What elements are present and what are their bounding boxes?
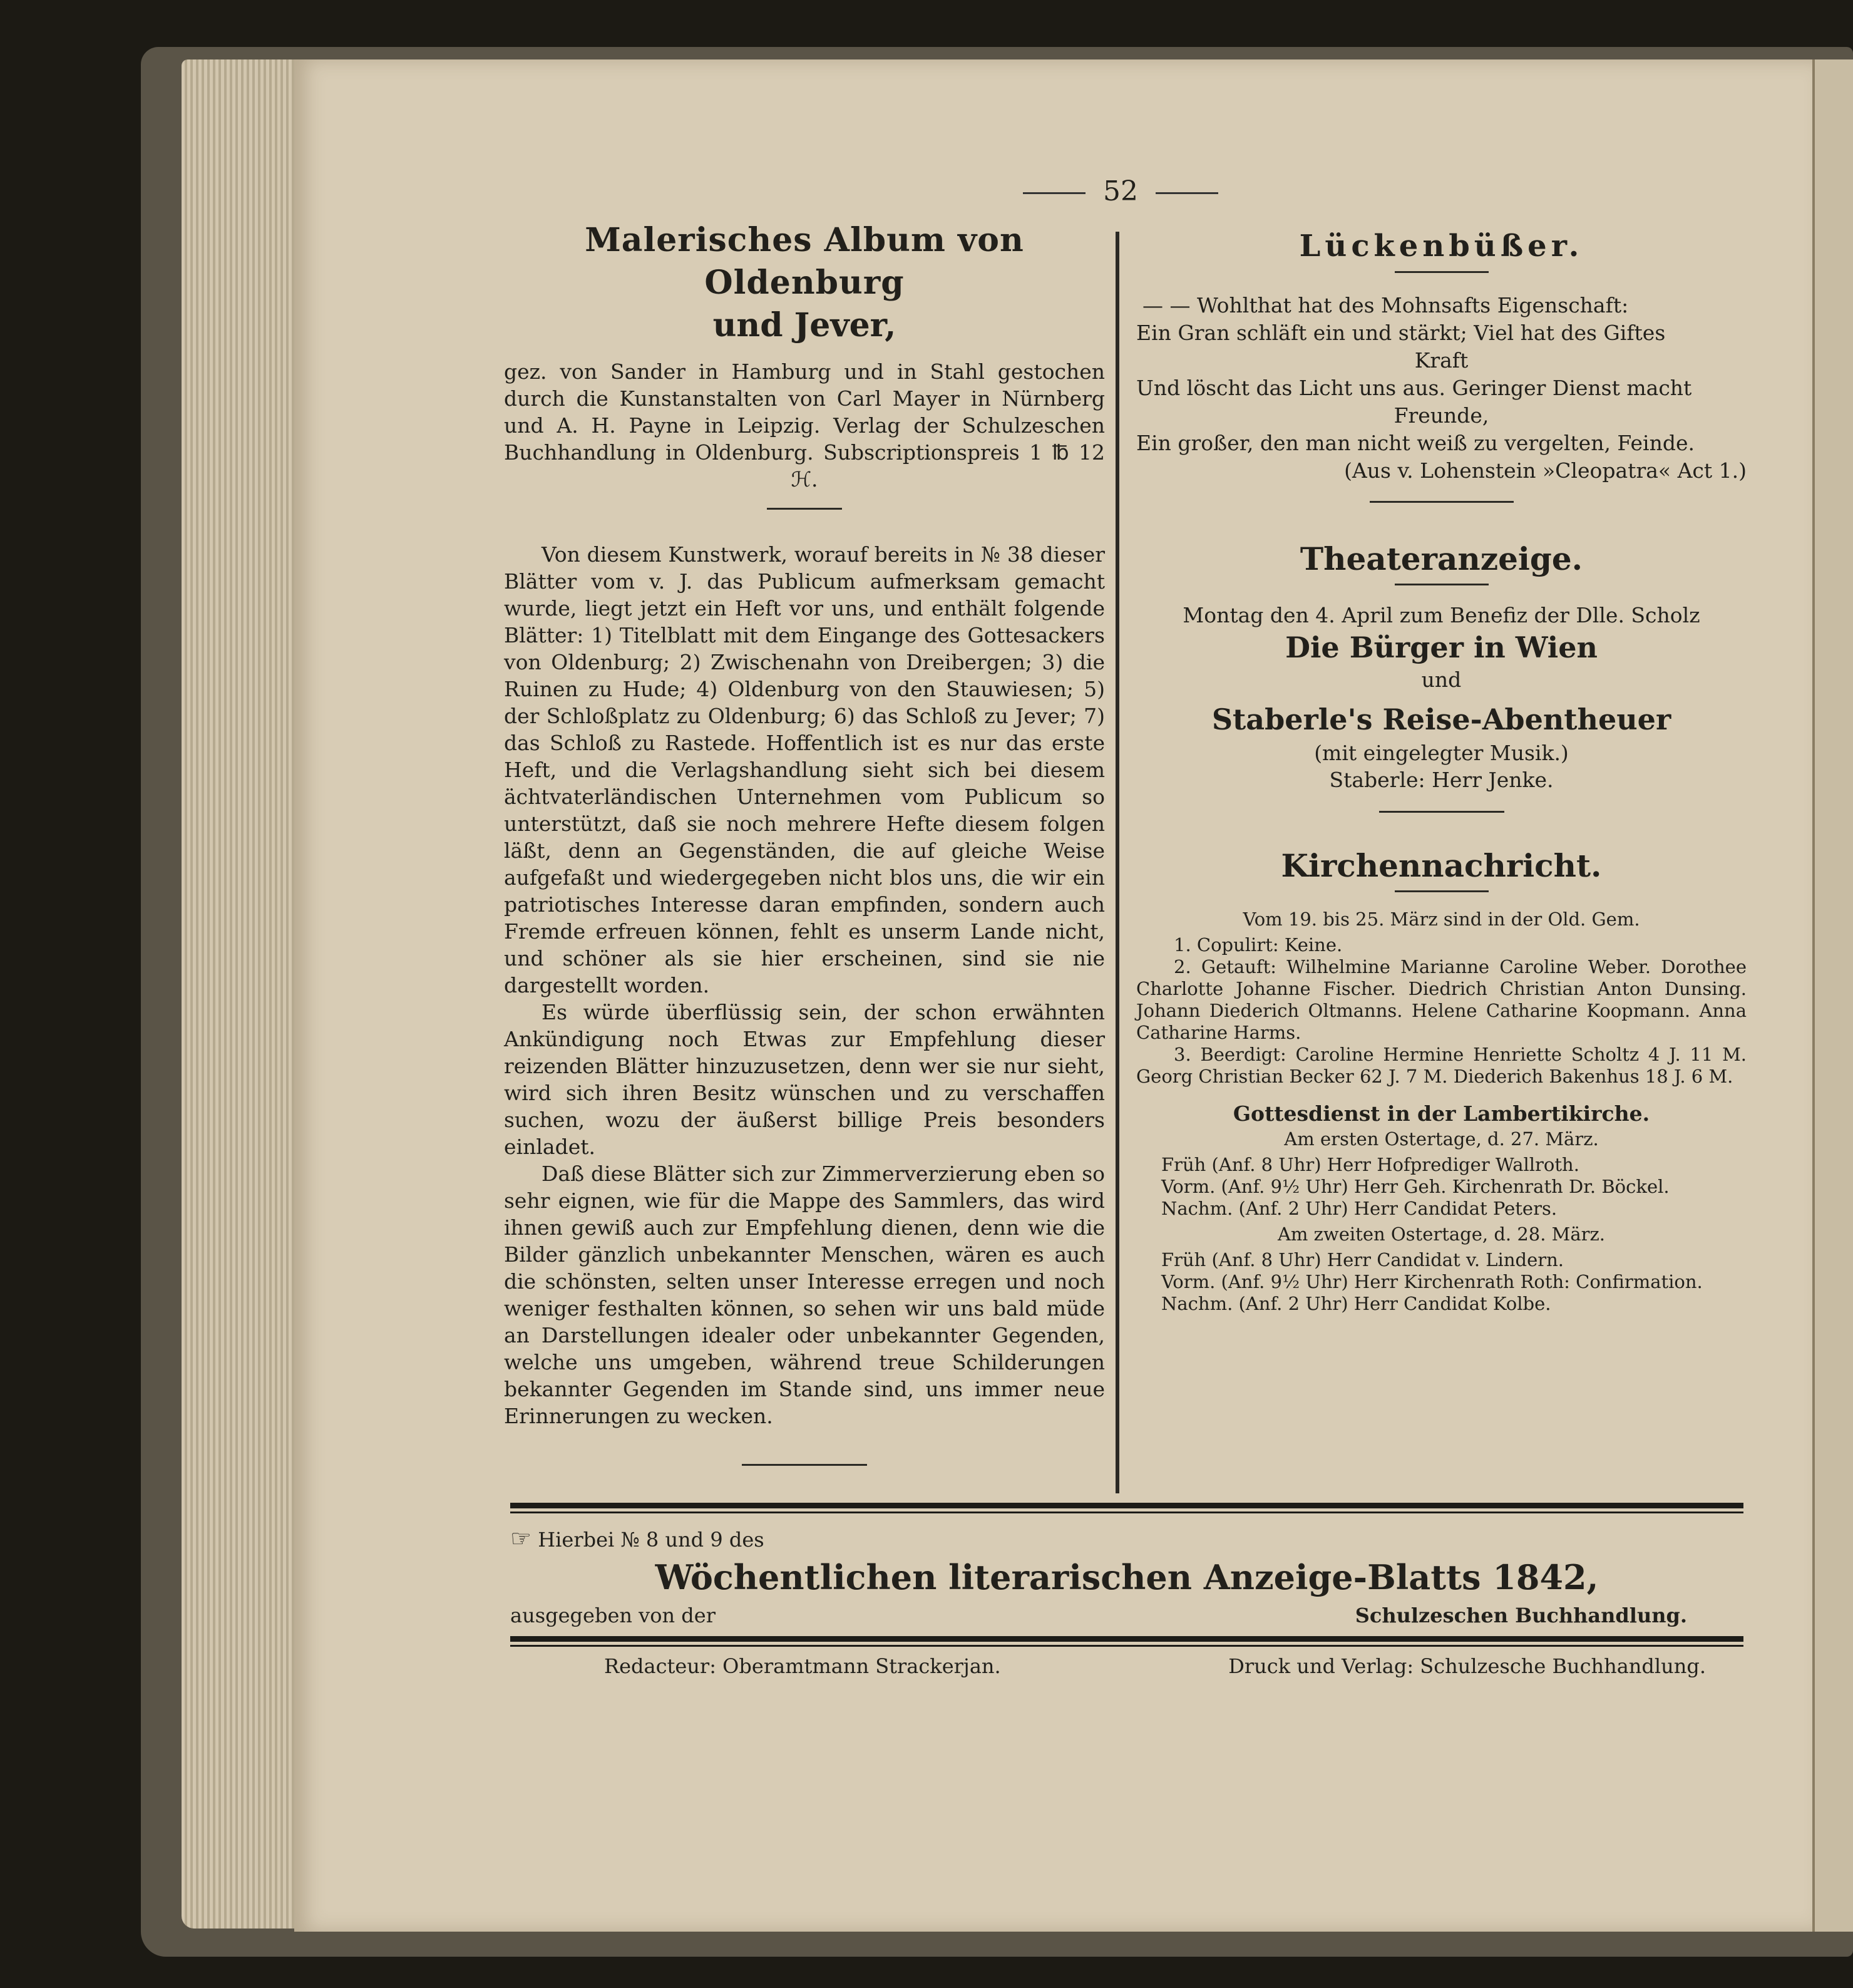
service-line: Früh (Anf. 8 Uhr) Herr Candidat v. Lindern. (1161, 1249, 1564, 1270)
service-line: Vorm. (Anf. 9½ Uhr) Herr Kirchenrath Roth: Confirmation. (1161, 1271, 1703, 1292)
theater-und: und (1421, 667, 1462, 692)
album-intro: gez. von Sander in Hamburg und in Stahl gestochen durch die Kunstanstalten von Carl Mayer in Nürnberg und A. H. Payne in Leipzig. Verlag der Schulzeschen Buchhandlung in Oldenburg. Subscriptionspreis 1 ℔ 12 ℋ. (504, 359, 1105, 492)
poem-line: Ein Gran schläft ein und stärkt; Viel hat des Giftes (1136, 321, 1666, 345)
divider (1379, 811, 1504, 813)
thick-rule (510, 1636, 1743, 1642)
gottesdienst-list-1 (1136, 1154, 1747, 1220)
thick-rule (510, 1503, 1743, 1508)
ausgegeben-text: ausgegeben von der (510, 1604, 716, 1627)
column-divider (1116, 232, 1119, 1493)
service-line: Früh (Anf. 8 Uhr) Herr Hofprediger Wallroth. (1161, 1154, 1579, 1175)
theater-play-1: Die Bürger in Wien (1285, 631, 1598, 664)
divider (1395, 271, 1489, 273)
paragraph-3: Daß diese Blätter sich zur Zimmerverzierung eben so sehr eignen, wie für die Mappe des Sammlers, das wird ihnen gewiß auch zur Empfehlung dienen, denn wie die Bilder gänzlich unbekannter Menschen, wären es auch die schönsten, selten unser Interesse erregen und noch weniger festhalten können, so sehen wir uns bald müde an Darstellungen idealer oder unbekannter Gegenden, welche uns umgeben, während treue Schilderungen bekannter Gegenden im Stande sind, uns immer neue Erinnerungen zu wecken. (504, 1161, 1105, 1428)
theater-note: (mit eingelegter Musik.) (1314, 741, 1569, 765)
pointing-hand-icon: ☞ (510, 1525, 532, 1552)
poem-line: Freunde, (1394, 403, 1489, 428)
album-title: Malerisches Album von Oldenburg (585, 221, 1024, 302)
theater-cast: Staberle: Herr Jenke. (1329, 768, 1554, 792)
kirchen-title: Kirchennachricht. (1281, 847, 1602, 884)
service-line: Nachm. (Anf. 2 Uhr) Herr Candidat Kolbe. (1161, 1293, 1551, 1314)
kirchen-item-3: 3. Beerdigt: Caroline Hermine Henriette Scholtz 4 J. 11 M. Georg Christian Becker 62 J. 7 M. Diederich Bakenhus 18 J. 6 M. (1136, 1044, 1747, 1087)
poem-line: — — Wohlthat hat des Mohnsafts Eigenschaft: (1142, 293, 1629, 317)
poem-line: Kraft (1414, 348, 1469, 373)
right-column (1136, 216, 1747, 1315)
theater-play-2: Staberle's Reise-Abentheuer (1211, 703, 1671, 736)
lueckenbuesser-title: Lückenbüßer. (1299, 229, 1584, 264)
poem-line: Ein großer, den man nicht weiß zu vergelten, Feinde. (1136, 431, 1695, 455)
service-line: Vorm. (Anf. 9½ Uhr) Herr Geh. Kirchenrath Dr. Böckel. (1161, 1176, 1670, 1197)
gottesdienst-day-2: Am zweiten Ostertage, d. 28. März. (1277, 1223, 1606, 1245)
poem-source: (Aus v. Lohenstein »Cleopatra« Act 1.) (1344, 458, 1747, 483)
divider (767, 508, 842, 510)
divider (1395, 890, 1489, 892)
gottesdienst-list-2 (1136, 1249, 1747, 1315)
poem-line: Und löscht das Licht uns aus. Geringer Dienst macht (1136, 376, 1692, 400)
service-line: Nachm. (Anf. 2 Uhr) Herr Candidat Peters. (1161, 1198, 1558, 1219)
divider (1395, 584, 1489, 585)
divider (1370, 501, 1514, 503)
hierbei-text: Hierbei № 8 und 9 des (538, 1528, 764, 1552)
paragraph-1: Von diesem Kunstwerk, worauf bereits in № 38 dieser Blätter vom v. J. das Publicum aufmerksam gemacht wurde, liegt jetzt ein Heft vor uns, und enthält folgende Blätter: 1) Titelblatt mit dem Eingange des Gottesackers von Oldenburg; 2) Zwischenahn von Dreibergen; 3) die Ruinen zu Hude; 4) Oldenburg von den Stauwiesen; 5) der Schloßplatz zu Oldenburg; 6) das Schloß zu Jever; 7) das Schloß zu Rastede. Hoffentlich ist es nur das erste Heft, und die Verlagshandlung sieht sich bei diesem ächtvaterländischen Unternehmen vom Publicum so unterstützt, daß sie noch mehrere Hefte diesem folgen läßt, denn an Gegenständen, die auf gleiche Weise aufgefaßt und wiedergegeben nicht blos uns, die wir ein patriotisches Interesse daran empfinden, sondern auch Fremde erfreuen können, fehlt es unserm Lande nicht, und schöner als sie hier erscheinen, sind sie nie dargestellt worden. (504, 542, 1105, 997)
theater-title: Theateranzeige. (1300, 540, 1583, 577)
bottom-notice (510, 1503, 1743, 1678)
kirchen-intro: Vom 19. bis 25. März sind in der Old. Gem. (1243, 909, 1640, 930)
kirchen-item-2: 2. Getauft: Wilhelmine Marianne Caroline Weber. Dorothee Charlotte Johanne Fischer. Diedrich Christian Anton Dunsing. Johann Diederich Oltmanns. Helene Catharine Koopmann. Anna Catharine Harms. (1136, 956, 1747, 1043)
divider (742, 1464, 867, 1466)
imprint-line (510, 1654, 1743, 1678)
kirchen-item-1: 1. Copulirt: Keine. (1174, 934, 1343, 955)
poem (1136, 292, 1747, 485)
next-page-edge (1812, 59, 1853, 1932)
gottesdienst-day-1: Am ersten Ostertage, d. 27. März. (1284, 1128, 1599, 1150)
thin-rule (510, 1645, 1743, 1647)
theater-date: Montag den 4. April zum Benefiz der Dlle. Scholz (1183, 603, 1700, 627)
ausgegeben-line (510, 1604, 1743, 1627)
buchhandlung-text: Schulzeschen Buchhandlung. (1355, 1604, 1687, 1627)
left-column (504, 219, 1105, 1480)
hierbei-line (510, 1525, 1743, 1552)
album-subtitle: und Jever, (712, 306, 896, 344)
anzeige-blatt-title: Wöchentlichen literarischen Anzeige-Blatts 1842, (655, 1557, 1599, 1597)
thin-rule (510, 1512, 1743, 1513)
redacteur-text: Redacteur: Oberamtmann Strackerjan. (604, 1654, 1001, 1678)
paragraph-2: Es würde überflüssig sein, der schon erwähnten Ankündigung noch Etwas zur Empfehlung dieser reizenden Blätter hinzuzusetzen, denn wer sie nur sieht, wird sich ihren Besitz wünschen und zu verschaffen suchen, wozu der äußerst billige Preis besonders einladet. (504, 1000, 1105, 1159)
druck-text: Druck und Verlag: Schulzesche Buchhandlung. (1228, 1654, 1706, 1678)
page-number: 52 (1005, 175, 1236, 207)
gottesdienst-title: Gottesdienst in der Lambertikirche. (1233, 1101, 1650, 1126)
